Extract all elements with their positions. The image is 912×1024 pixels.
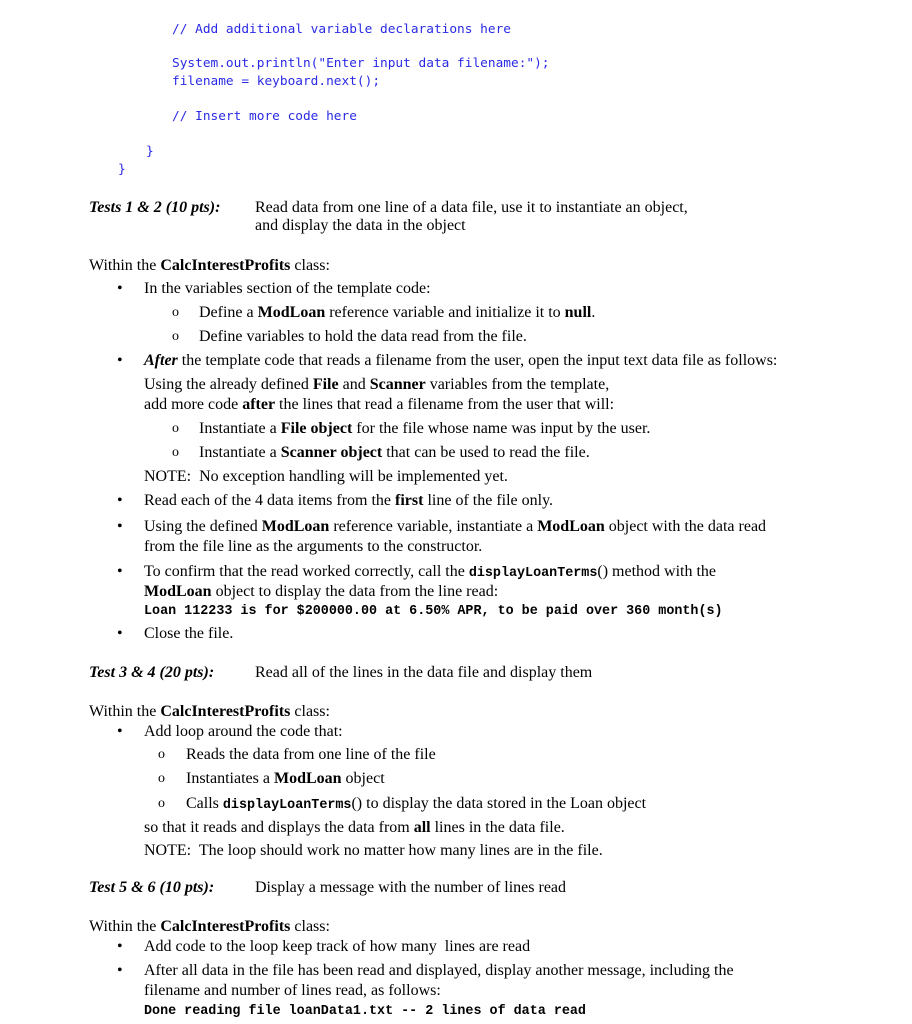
test12-desc-line2: and display the data in the object [255, 217, 466, 234]
test12-bullet1-sub1: Define a ModLoan reference variable and initialize it to null. [199, 304, 596, 321]
test12-desc-line1: Read data from one line of a data file, use it to instantiate an object, [255, 199, 688, 216]
test12-label: Tests 1 & 2 (10 pts): [89, 199, 221, 216]
test12-bullet3: Read each of the 4 data items from the first line of the file only. [144, 492, 554, 509]
bullet-icon: • [117, 280, 123, 297]
bullet-icon: • [117, 518, 123, 535]
test34-within: Within the CalcInterestProfits class: [89, 703, 330, 720]
test12-bullet5: To confirm that the read worked correctly, call the displayLoanTerms() method with the [144, 563, 717, 581]
test12-bullet2-sub1: Instantiate a File object for the file whose name was input by the user. [199, 420, 651, 437]
bullet-icon: • [117, 962, 123, 979]
code-filename-assign: filename = keyboard.next(); [172, 74, 381, 89]
test12-bullet1: In the variables section of the template code: [144, 280, 431, 297]
code-brace-outer: } [118, 162, 126, 177]
sub-bullet-icon: o [172, 329, 179, 344]
test12-bullet1-sub2: Define variables to hold the data read from the file. [199, 328, 527, 345]
code-brace-inner: } [146, 144, 154, 159]
test34-note: NOTE: The loop should work no matter how many lines are in the file. [144, 842, 603, 859]
sub-bullet-icon: o [158, 796, 165, 811]
test34-after: so that it reads and displays the data from all lines in the data file. [144, 819, 565, 836]
sub-bullet-icon: o [172, 421, 179, 436]
sub-bullet-icon: o [158, 771, 165, 786]
test34-desc: Read all of the lines in the data file and display them [255, 664, 593, 681]
sub-bullet-icon: o [172, 305, 179, 320]
test12-bullet2: After the template code that reads a filename from the user, open the input text data file as follows: [144, 352, 778, 369]
test56-bullet2-line2: filename and number of lines read, as follows: [144, 982, 441, 999]
test12-sample-output: Loan 112233 is for $200000.00 at 6.50% APR, to be paid over 360 month(s) [144, 604, 723, 619]
test34-sub1: Reads the data from one line of the file [186, 746, 436, 763]
code-println: System.out.println("Enter input data filename:"); [172, 56, 550, 71]
test12-bullet2-note: NOTE: No exception handling will be implemented yet. [144, 468, 508, 485]
test12-within: Within the CalcInterestProfits class: [89, 257, 330, 274]
bullet-icon: • [117, 625, 123, 642]
test34-bullet1: Add loop around the code that: [144, 723, 343, 740]
bullet-icon: • [117, 938, 123, 955]
bullet-icon: • [117, 723, 123, 740]
sub-bullet-icon: o [158, 747, 165, 762]
test56-label: Test 5 & 6 (10 pts): [89, 879, 215, 896]
test12-bullet2-sub2: Instantiate a Scanner object that can be used to read the file. [199, 444, 590, 461]
test12-bullet6: Close the file. [144, 625, 234, 642]
code-comment-declarations: // Add additional variable declarations here [172, 22, 511, 37]
test56-sample-output: Done reading file loanData1.txt -- 2 lines of data read [144, 1004, 586, 1019]
test12-bullet4: Using the defined ModLoan reference variable, instantiate a ModLoan object with the data read [144, 518, 767, 535]
test34-sub2: Instantiates a ModLoan object [186, 770, 385, 787]
bullet-icon: • [117, 352, 123, 369]
test12-bullet5-line2: ModLoan object to display the data from the line read: [144, 583, 499, 600]
test56-bullet1: Add code to the loop keep track of how many lines are read [144, 938, 531, 955]
code-comment-insert: // Insert more code here [172, 109, 357, 124]
test12-bullet2-line3: add more code after the lines that read a filename from the user that will: [144, 396, 615, 413]
test56-bullet2: After all data in the file has been read and displayed, display another message, including the [144, 962, 734, 979]
test12-bullet4-line2: from the file line as the arguments to the constructor. [144, 538, 483, 555]
test34-label: Test 3 & 4 (20 pts): [89, 664, 215, 681]
bullet-icon: • [117, 492, 123, 509]
test34-sub3: Calls displayLoanTerms() to display the data stored in the Loan object [186, 795, 647, 813]
sub-bullet-icon: o [172, 445, 179, 460]
test56-within: Within the CalcInterestProfits class: [89, 918, 330, 935]
test56-desc: Display a message with the number of lines read [255, 879, 567, 896]
bullet-icon: • [117, 563, 123, 580]
test12-bullet2-line2: Using the already defined File and Scanner variables from the template, [144, 376, 610, 393]
